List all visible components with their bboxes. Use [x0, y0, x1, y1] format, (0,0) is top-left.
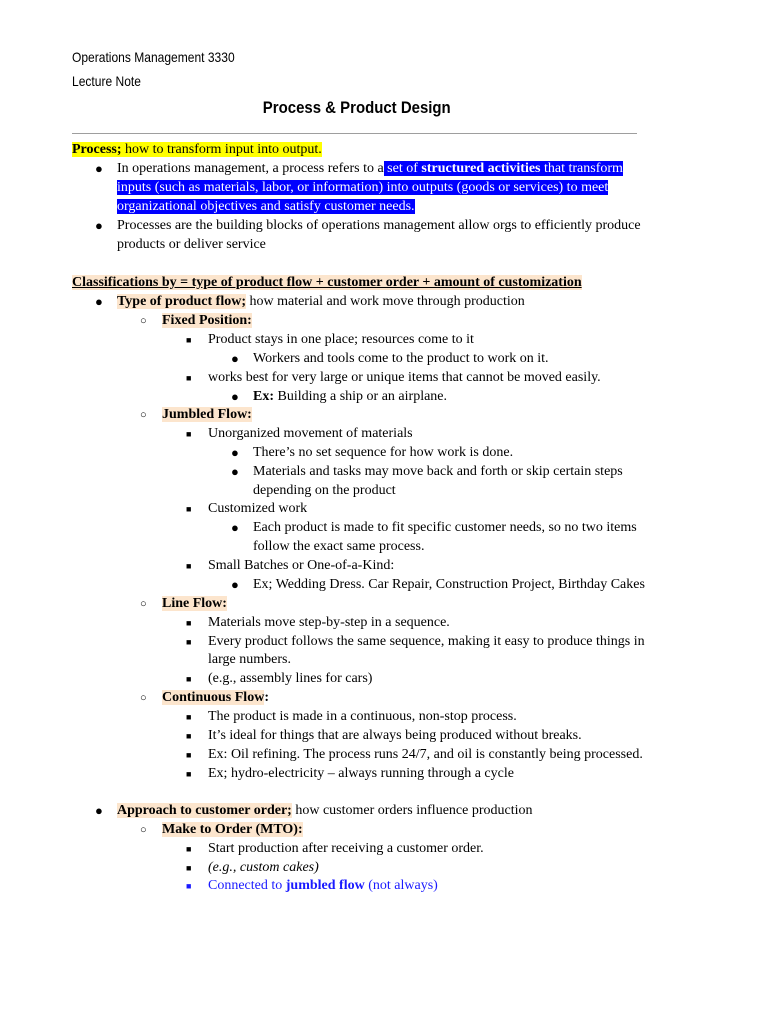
continuous-item-a: The product is made in a continuous, non-stop process. [208, 709, 517, 724]
bullet-square-icon: ■ [186, 429, 192, 439]
process-bullet-1-line-2 [117, 179, 608, 197]
jumbled-item-b: Customized work [208, 501, 308, 516]
ex-label: Ex: [253, 389, 274, 404]
process-b1-bold: structured activities [421, 161, 541, 176]
mto-c-post: (not always) [364, 878, 438, 893]
bullet-square-icon: ■ [186, 504, 192, 514]
bullet-circle-icon: ○ [140, 824, 147, 836]
product-flow-label: Type of product flow; [117, 294, 246, 309]
bullet-dot-icon: ● [95, 218, 103, 233]
page-title-text: Process & Product Design [263, 98, 451, 117]
mto-item-a: Start production after receiving a customer order. [208, 841, 484, 856]
line-item-a: Materials move step-by-step in a sequence. [208, 615, 450, 630]
bullet-dot-icon: ● [231, 445, 239, 460]
bullet-square-icon: ■ [186, 769, 192, 779]
process-b1-hl2: that transform [540, 161, 623, 176]
process-bullet-1-line-3 [117, 198, 415, 216]
bullet-square-icon: ■ [186, 674, 192, 684]
bullet-square-icon: ■ [186, 844, 192, 854]
product-flow-desc: how material and work move through production [245, 294, 525, 309]
ex-text: Building a ship or an airplane. [274, 389, 448, 404]
fixed-item-b1 [253, 388, 447, 406]
bullet-square-icon: ■ [186, 637, 192, 647]
page-title [0, 98, 714, 118]
process-b1-pre: In operations management, a process refers to a [117, 161, 384, 176]
process-bullet-2-line-1: Processes are the building blocks of operations management allow orgs to efficiently produce [117, 218, 641, 233]
bullet-dot-icon: ● [95, 161, 103, 176]
fixed-item-a: Product stays in one place; resources come to it [208, 332, 474, 347]
lecture-note-label: Lecture Note [72, 73, 141, 89]
line-item-b-line-1: Every product follows the same sequence, making it easy to produce things in [208, 634, 645, 649]
jumbled-item-a2-line-1: Materials and tasks may move back and forth or skip certain steps [253, 464, 623, 479]
bullet-square-icon: ■ [186, 712, 192, 722]
jumbled-item-a1: There’s no set sequence for how work is done. [253, 445, 514, 460]
continuous-label-colon: : [264, 690, 269, 705]
course-name: Operations Management 3330 [72, 49, 235, 65]
process-b1-l2: inputs (such as materials, labor, or information) into outputs (goods or services) to meet [117, 180, 609, 195]
bullet-dot-icon: ● [95, 294, 103, 309]
continuous-item-c: Ex: Oil refining. The process runs 24/7, and oil is constantly being processed. [208, 747, 643, 762]
line-item-c: (e.g., assembly lines for cars) [208, 671, 373, 686]
continuous-item-b: It’s ideal for things that are always being produced without breaks. [208, 728, 582, 743]
jumbled-item-b1-line-2: follow the exact same process. [253, 539, 425, 554]
line-item-b-line-2: large numbers. [208, 652, 291, 667]
jumbled-flow-label [162, 406, 252, 424]
approach-label: Approach to customer order; [117, 803, 292, 818]
jumbled-item-a2-line-2: depending on the product [253, 483, 396, 498]
classifications-heading [72, 274, 582, 292]
bullet-dot-icon: ● [231, 464, 239, 479]
mto-item-b: (e.g., custom cakes) [208, 860, 319, 875]
bullet-square-icon: ■ [186, 750, 192, 760]
continuous-item-d: Ex; hydro-electricity – always running through a cycle [208, 766, 514, 781]
bullet-square-icon: ■ [186, 561, 192, 571]
mto-c-bold: jumbled flow [285, 878, 365, 893]
customer-order-item [117, 802, 533, 820]
bullet-square-icon: ■ [186, 373, 192, 383]
mto-c-pre: Connected to [208, 878, 286, 893]
process-b1-l3: organizational objectives and satisfy customer needs. [117, 199, 415, 214]
jumbled-item-c1: Ex; Wedding Dress. Car Repair, Construction Project, Birthday Cakes [253, 577, 645, 592]
process-def-text: how to transform input into output. [121, 142, 322, 157]
bullet-dot-icon: ● [231, 520, 239, 535]
continuous-label-text: Continuous Flow [162, 690, 265, 705]
mto-item-c [208, 877, 438, 895]
jumbled-item-c: Small Batches or One-of-a-Kind: [208, 558, 395, 573]
mto-label [162, 821, 303, 839]
line-label-text: Line Flow: [162, 596, 227, 611]
jumbled-item-a: Unorganized movement of materials [208, 426, 413, 441]
process-label: Process; [72, 142, 122, 157]
approach-desc: how customer orders influence production [291, 803, 533, 818]
bullet-circle-icon: ○ [140, 315, 147, 327]
bullet-circle-icon: ○ [140, 692, 147, 704]
bullet-dot-icon: ● [95, 803, 103, 818]
fixed-label-text: Fixed Position: [162, 313, 252, 328]
bullet-square-icon: ■ [186, 863, 192, 873]
jumbled-label-text: Jumbled Flow: [162, 407, 252, 422]
bullet-dot-icon: ● [231, 389, 239, 404]
process-bullet-1-line-1 [117, 160, 623, 178]
mto-label-text: Make to Order (MTO): [162, 822, 303, 837]
fixed-position-label [162, 312, 252, 330]
classifications-heading-text: Classifications by = type of product flow + customer order + amount of customization [72, 275, 582, 290]
continuous-flow-label [162, 689, 269, 707]
process-bullet-2-line-2: products or deliver service [117, 237, 266, 252]
bullet-dot-icon: ● [231, 577, 239, 592]
jumbled-item-b1-line-1: Each product is made to fit specific customer needs, so no two items [253, 520, 637, 535]
bullet-square-icon: ■ [186, 335, 192, 345]
horizontal-rule [72, 133, 637, 134]
line-flow-label [162, 595, 227, 613]
bullet-circle-icon: ○ [140, 598, 147, 610]
bullet-dot-icon: ● [231, 351, 239, 366]
bullet-square-icon: ■ [186, 618, 192, 628]
bullet-square-icon: ■ [186, 881, 192, 891]
bullet-circle-icon: ○ [140, 409, 147, 421]
process-definition [72, 141, 322, 159]
bullet-square-icon: ■ [186, 731, 192, 741]
process-b1-hl1: set of [383, 161, 422, 176]
fixed-item-a1: Workers and tools come to the product to work on it. [253, 351, 549, 366]
product-flow-item [117, 293, 525, 311]
fixed-item-b: works best for very large or unique items that cannot be moved easily. [208, 370, 601, 385]
